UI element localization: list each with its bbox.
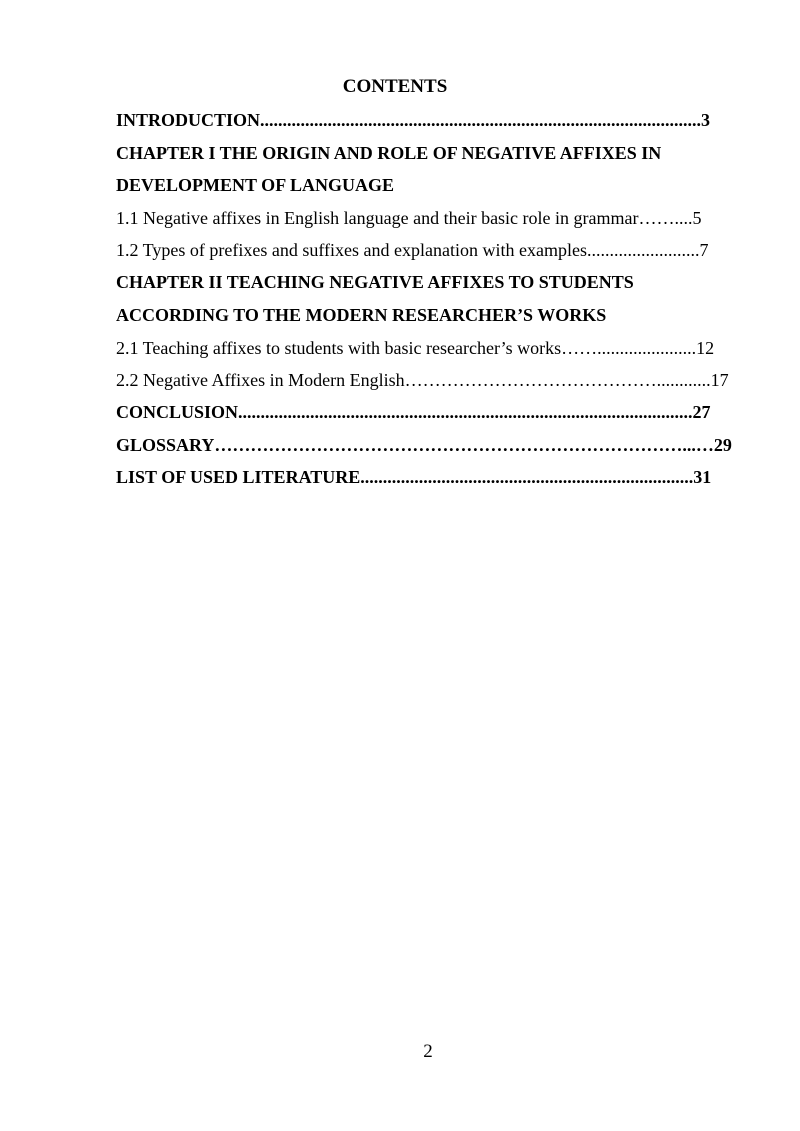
toc-entry-section-1-1: 1.1 Negative affixes in English language and their basic role in grammar……....5: [116, 208, 702, 228]
toc-entry-section-2-2: 2.2 Negative Affixes in Modern English……………………………………............17: [116, 370, 729, 390]
toc-entry-glossary: GLOSSARY……………………………………………………………………...…29: [116, 435, 732, 455]
toc-entry-conclusion: CONCLUSION.....................................................................................................27: [116, 402, 711, 422]
toc-entry-chapter-2-title-line-1: CHAPTER II TEACHING NEGATIVE AFFIXES TO STUDENTS: [116, 272, 634, 292]
toc-entry-chapter-1-title-line-1: CHAPTER I THE ORIGIN AND ROLE OF NEGATIVE AFFIXES IN: [116, 143, 662, 163]
toc-entry-section-2-1: 2.1 Teaching affixes to students with basic researcher’s works……......................12: [116, 338, 715, 358]
toc-entry-section-1-2: 1.2 Types of prefixes and suffixes and explanation with examples.........................7: [116, 240, 709, 260]
toc-entry-chapter-1-title-line-2: DEVELOPMENT OF LANGUAGE: [116, 175, 395, 195]
toc-entry-literature: LIST OF USED LITERATURE..........................................................................31: [116, 467, 712, 487]
page-number: 2: [423, 1041, 433, 1062]
toc-entry-introduction: INTRODUCTION..................................................................................................3: [116, 110, 711, 130]
toc-entry-chapter-2-title-line-2: ACCORDING TO THE MODERN RESEARCHER’S WORKS: [116, 305, 607, 325]
contents-heading: CONTENTS: [342, 76, 448, 97]
